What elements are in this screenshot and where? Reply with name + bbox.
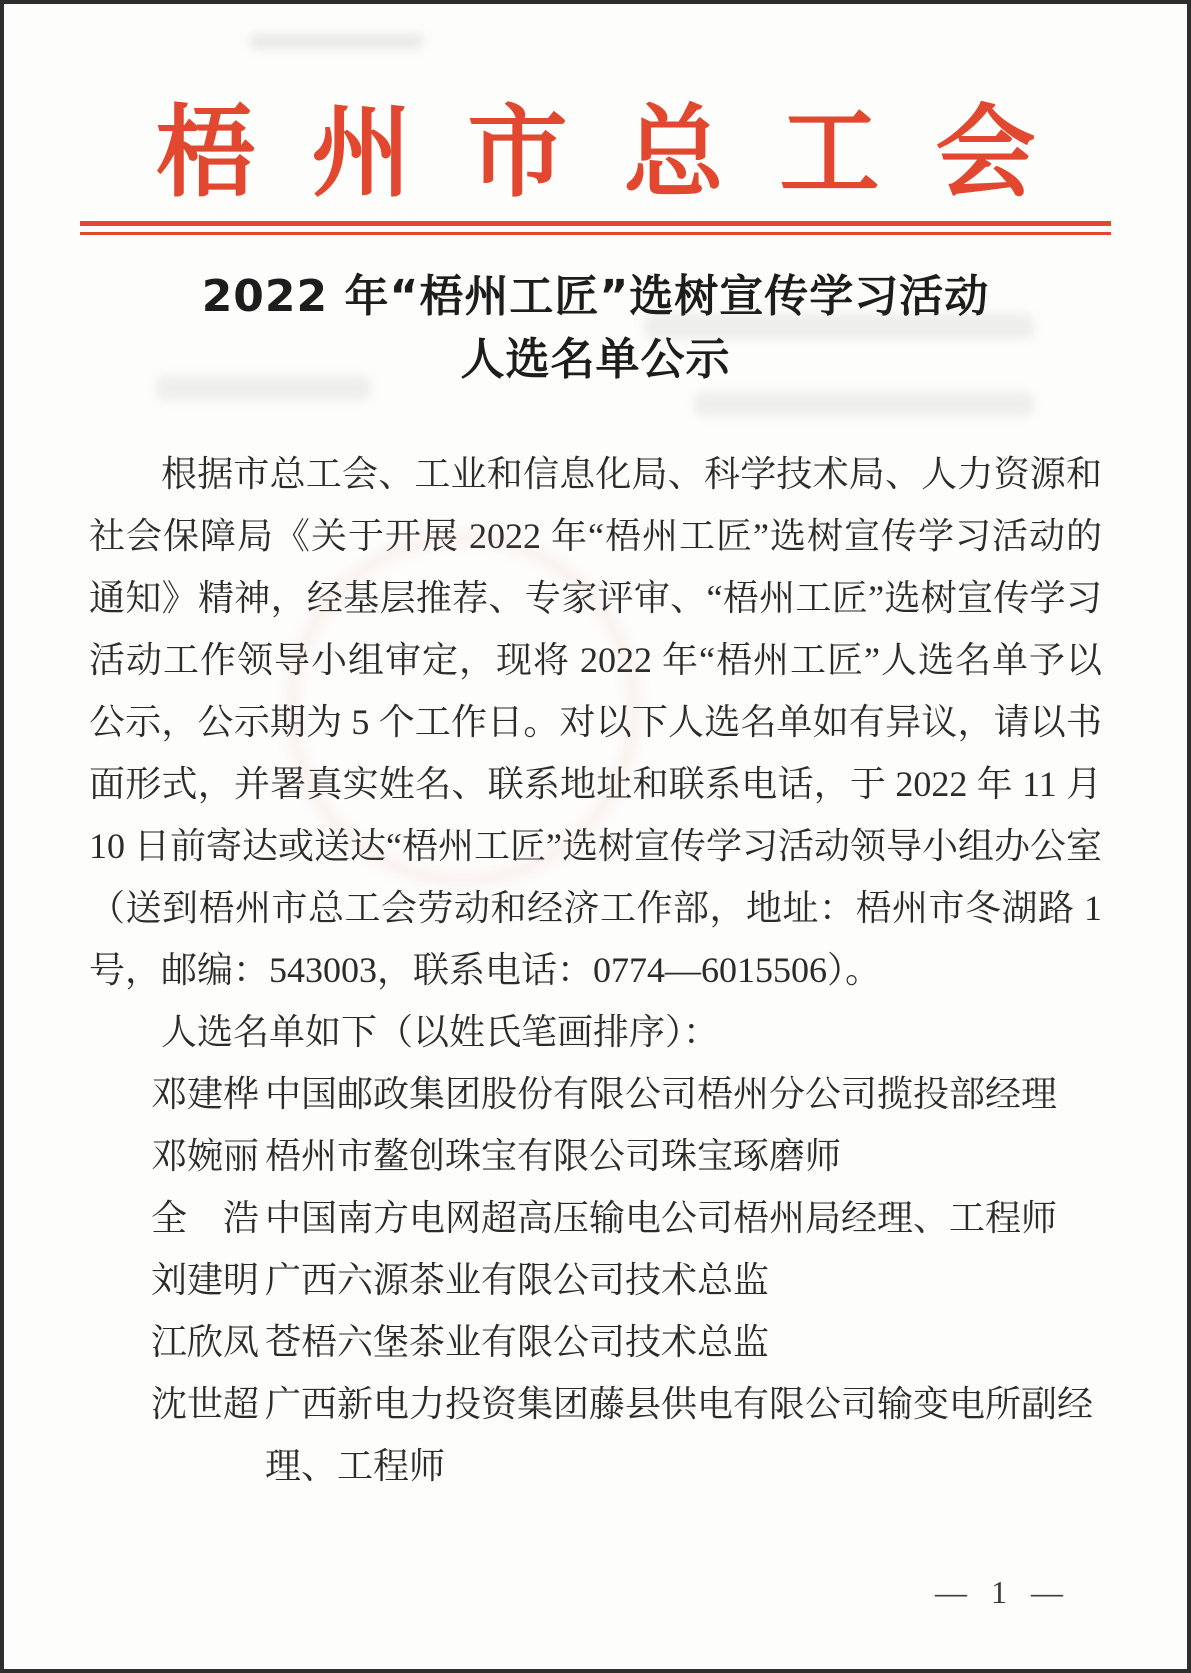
candidate-name: 江欣凤 — [151, 1322, 260, 1362]
candidate-row — [151, 1311, 1102, 1373]
candidate-name: 刘建明 — [151, 1260, 260, 1300]
candidate-row — [151, 1373, 1102, 1497]
candidate-row — [151, 1187, 1102, 1249]
candidate-row — [151, 1125, 1102, 1187]
candidate-position: 苍梧六堡茶业有限公司技术总监 — [265, 1322, 770, 1362]
doc-title — [64, 265, 1127, 391]
doc-body — [89, 443, 1102, 1497]
candidate-name: 全 浩 — [151, 1198, 260, 1238]
candidate-name: 邓婉丽 — [151, 1136, 260, 1176]
candidate-position: 广西新电力投资集团藤县供电有限公司输变电所副经理、工程师 — [265, 1384, 1094, 1486]
list-intro: 人选名单如下（以姓氏笔画排序）： — [161, 1012, 720, 1052]
candidate-position: 梧州市鳌创珠宝有限公司珠宝琢磨师 — [265, 1136, 842, 1176]
doc-title-line2: 人选名单公示 — [460, 334, 731, 385]
doc-title-line1: 2022 年“梧州工匠”选树宣传学习活动 — [201, 271, 990, 322]
candidate-name: 邓建桦 — [151, 1074, 260, 1114]
paragraph-main: 根据市总工会、工业和信息化局、科学技术局、人力资源和社会保障局《关于开展 2022 年“梧州工匠”选树宣传学习活动的通知》精神，经基层推荐、专家评审、“梧州工匠”选树宣传学习活动工作领导小组审定，现将 2022 年“梧州工匠”人选名单予以公示，公示期为 5 个工作日。对以下人选名单如有异议，请以书面形式，并署真实姓名、联系地址和联系电话，于 2022 年 11 月 10 日前寄达或送达“梧州工匠”选树宣传学习活动领导小组办公室（送到梧州市总工会劳动和经济工作部，地址：梧州市冬湖路 1 号，邮编：543003，联系电话：0774—6015506）。 — [89, 454, 1102, 990]
candidate-position: 广西六源茶业有限公司技术总监 — [265, 1260, 770, 1300]
candidate-position: 中国邮政集团股份有限公司梧州分公司揽投部经理 — [265, 1074, 1058, 1114]
scan-artifact — [694, 392, 1034, 416]
masthead-rule-thin — [80, 232, 1111, 235]
masthead-rule-thick — [80, 221, 1111, 226]
candidate-name: 沈世超 — [151, 1384, 260, 1424]
page-number: — 1 — — [935, 1574, 1071, 1610]
scan-artifact — [249, 34, 424, 49]
candidate-row — [151, 1249, 1102, 1311]
candidate-position: 中国南方电网超高压输电公司梧州局经理、工程师 — [265, 1198, 1058, 1238]
candidate-list — [151, 1063, 1102, 1497]
candidate-row — [151, 1063, 1102, 1125]
org-masthead: 梧州市总工会 — [155, 98, 1092, 209]
